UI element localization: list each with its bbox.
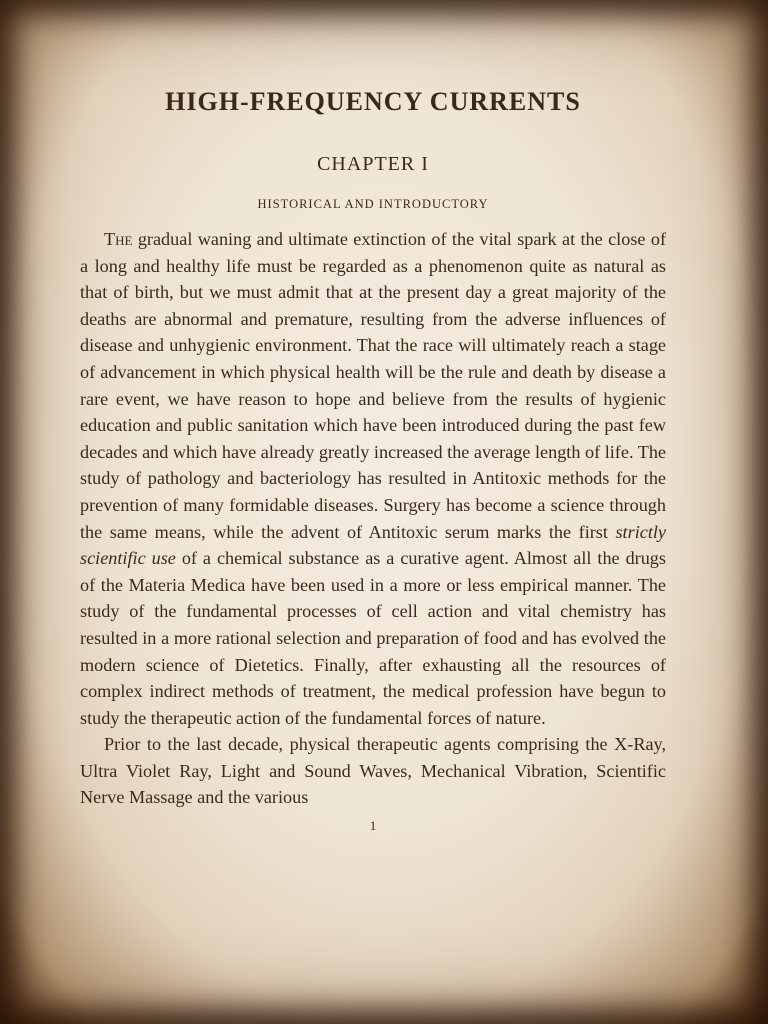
page-number: 1 [369, 818, 377, 834]
paragraph-1-text-b: of a chemical substance as a curative agent. Almost all the drugs of the Materia Medica have been used in a more or less empirical manner. The study of the fundamental processes of cell action and vital chemistry has resulted in a more rational selection and preparation of food and has evolved the modern science of Dietetics. Finally, after exhausting all the resources of complex indirect methods of treatment, the medical profession have begun to study the therapeutic action of the fundamental forces of nature. [80, 548, 666, 728]
paragraph-1 [80, 226, 666, 731]
lead-word: The [104, 229, 133, 249]
printed-page [80, 80, 666, 835]
chapter-subtitle: HISTORICAL AND INTRODUCTORY [257, 197, 489, 211]
body-text [80, 226, 666, 811]
paragraph-1-text-a: gradual waning and ultimate extinction of the vital spark at the close of a long and healthy life must be regarded as a phenomenon quite as natural as that of birth, but we must admit that at the present day a great majority of the deaths are abnormal and premature, resulting from the adverse influences of disease and unhygienic environment. That the race will ultimately reach a stage of advancement in which physical health will be the rule and death by disease a rare event, we have reason to hope and believe from the results of hygienic education and public sanitation which have been introduced during the past few decades and which have already greatly increased the average length of life. The study of pathology and bacteriology has resulted in Antitoxic methods for the prevention of many formidable diseases. Surgery has become a science through the same means, while the advent of Antitoxic serum marks the first [80, 229, 666, 542]
running-title: HIGH-FREQUENCY CURRENTS [165, 87, 581, 116]
paragraph-2: Prior to the last decade, physical therapeutic agents comprising the X-Ray, Ultra Violet Ray, Light and Sound Waves, Mechanical Vibration, Scientific Nerve Massage and the various [80, 734, 666, 808]
chapter-heading: CHAPTER I [317, 153, 429, 175]
paragraph-1-italic: strictly scientific use [80, 521, 666, 569]
